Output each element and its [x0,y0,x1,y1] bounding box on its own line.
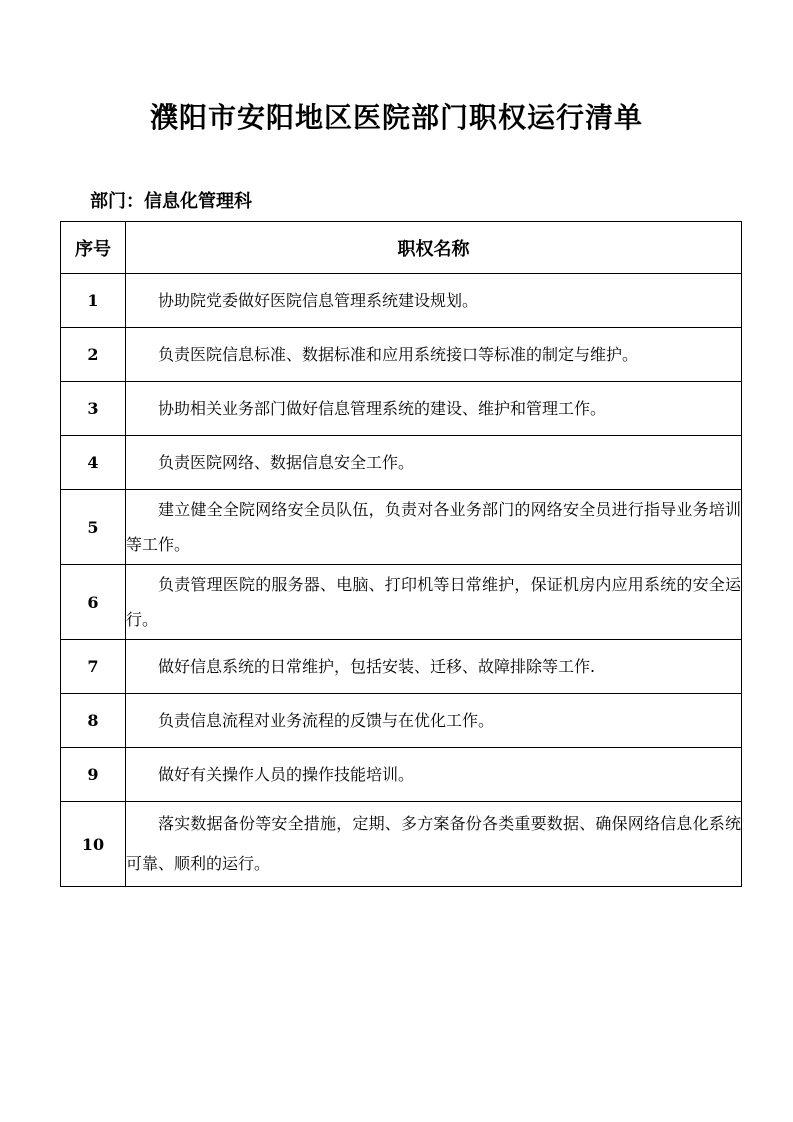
row-number: 3 [61,382,126,436]
row-number: 7 [61,640,126,694]
row-text: 做好有关操作人员的操作技能培训。 [126,748,742,802]
row-number: 10 [61,802,126,887]
table-row [61,382,742,436]
duties-table [60,221,742,887]
row-text: 协助相关业务部门做好信息管理系统的建设、维护和管理工作。 [126,382,742,436]
row-number: 1 [61,274,126,328]
header-name: 职权名称 [126,222,742,274]
table-row [61,328,742,382]
row-text: 负责管理医院的服务器、电脑、打印机等日常维护，保证机房内应用系统的安全运行。 [126,565,742,640]
table-row [61,565,742,640]
table-header-row [61,222,742,274]
row-text: 负责医院信息标准、数据标准和应用系统接口等标准的制定与维护。 [126,328,742,382]
row-number: 4 [61,436,126,490]
row-number: 9 [61,748,126,802]
row-text: 做好信息系统的日常维护，包括安装、迁移、故障排除等工作. [126,640,742,694]
row-text: 落实数据备份等安全措施，定期、多方案备份各类重要数据、确保网络信息化系统可靠、顺利的运行。 [126,802,742,887]
table-row [61,748,742,802]
table-row [61,640,742,694]
row-text: 协助院党委做好医院信息管理系统建设规划。 [126,274,742,328]
row-number: 5 [61,490,126,565]
table-row [61,274,742,328]
table-row [61,802,742,887]
department-label: 部门：信息化管理科 [90,191,252,212]
table-row [61,694,742,748]
row-text: 负责信息流程对业务流程的反馈与在优化工作。 [126,694,742,748]
table-row [61,436,742,490]
table-row [61,490,742,565]
row-text: 建立健全全院网络安全员队伍，负责对各业务部门的网络安全员进行指导业务培训等工作。 [126,490,742,565]
row-number: 6 [61,565,126,640]
header-no: 序号 [61,222,126,274]
row-text: 负责医院网络、数据信息安全工作。 [126,436,742,490]
row-number: 8 [61,694,126,748]
row-number: 2 [61,328,126,382]
page-title: 濮阳市安阳地区医院部门职权运行清单 [149,101,643,134]
